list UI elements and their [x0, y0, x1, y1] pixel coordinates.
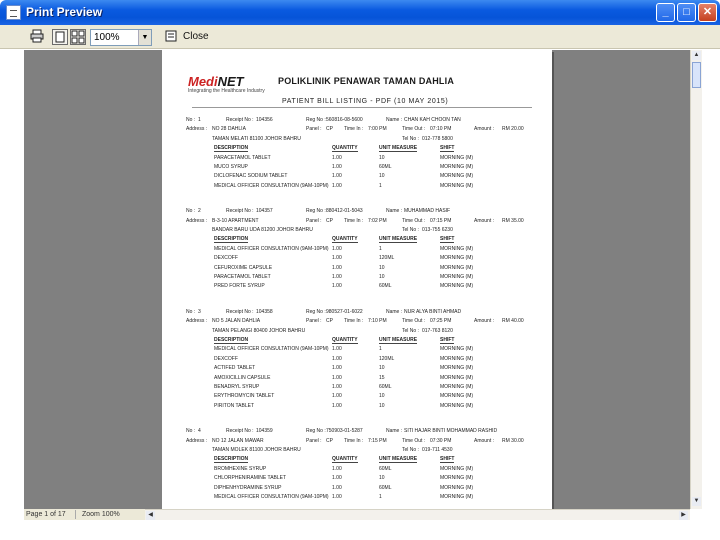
item-quantity: 1.00: [332, 402, 342, 409]
window-right-margin: [702, 49, 720, 540]
amount-label: Amount :: [474, 318, 495, 325]
report-page: [162, 50, 552, 509]
address-label: Address :: [186, 126, 208, 133]
title-bar[interactable]: [0, 0, 720, 25]
item-unit: 10: [379, 264, 385, 271]
item-description: MUCO SYRUP: [214, 164, 248, 170]
time-in-label: Time In :: [344, 437, 364, 444]
item-description: DIPHENHYDRAMINE SYRUP: [214, 484, 282, 491]
receipt-no: 104359: [256, 428, 273, 435]
name-label: Name :: [386, 308, 403, 315]
tel-label: Tel No :: [402, 226, 419, 233]
horizontal-scrollbar[interactable]: [145, 509, 690, 520]
window-bottom-margin: [0, 520, 720, 540]
item-quantity: 1.00: [332, 393, 342, 400]
item-unit: 1: [379, 346, 382, 353]
address-line2: BANDAR BARU UDA 81200 JOHOR BAHRU: [212, 226, 313, 233]
item-quantity: 1.00: [332, 475, 342, 482]
reg-label: Reg No :: [306, 428, 326, 435]
item-shift: MORNING (M): [440, 402, 474, 409]
receipt-no: 104358: [256, 308, 273, 315]
time-out: 07:25 PM: [430, 318, 452, 325]
item-quantity: 1.00: [332, 484, 342, 491]
item-unit: 10: [379, 475, 385, 482]
item-unit: 60ML: [379, 465, 392, 472]
amount: RM 40.00: [502, 318, 524, 325]
address-label: Address :: [186, 318, 208, 325]
item-quantity: 1.00: [332, 355, 342, 362]
item-description: AMOXICILLIN CAPSULE: [214, 374, 271, 381]
item-shift: MORNING (M): [440, 346, 474, 353]
item-shift: MORNING (M): [440, 374, 474, 381]
title-divider: [192, 107, 532, 108]
item-quantity: 1.00: [332, 493, 342, 500]
address-line2: TAMAN MOLEK 81100 JOHOR BAHRU: [212, 446, 301, 453]
close-window-button[interactable]: ✕: [698, 3, 717, 22]
record-no: 2: [198, 208, 201, 215]
item-unit: 10: [379, 154, 385, 161]
item-quantity: 1.00: [332, 164, 342, 170]
scroll-left-icon[interactable]: ◀: [146, 511, 155, 520]
column-shift: SHIFT: [440, 336, 455, 343]
window-left-margin: [0, 49, 24, 540]
address: NO 5 JALAN DAHLIA: [212, 318, 261, 325]
column-unit-measure: UNIT MEASURE: [379, 145, 418, 152]
column-quantity: QUANTITY: [332, 145, 358, 152]
time-out-label: Time Out :: [402, 217, 426, 224]
item-description: PARACETAMOL TABLET: [214, 273, 271, 280]
time-in: 7:10 PM: [368, 318, 387, 325]
item-shift: MORNING (M): [440, 484, 474, 491]
item-quantity: 1.00: [332, 182, 342, 189]
time-out: 07:30 PM: [430, 437, 452, 444]
preview-workspace[interactable]: [24, 50, 690, 509]
item-unit: 1: [379, 245, 382, 252]
time-in-label: Time In :: [344, 126, 364, 133]
name-label: Name :: [386, 117, 403, 123]
item-description: MEDICAL OFFICER CONSULTATION (9AM-10PM): [214, 493, 329, 500]
amount-label: Amount :: [474, 217, 495, 224]
tel-label: Tel No :: [402, 446, 419, 453]
single-page-icon[interactable]: [52, 29, 68, 45]
report-title: PATIENT BILL LISTING - PDF (10 MAY 2015): [282, 98, 449, 105]
address-line2: TAMAN MELATI 81100 JOHOR BAHRU: [212, 135, 301, 142]
item-description: MEDICAL OFFICER CONSULTATION (9AM-10PM): [214, 245, 329, 252]
amount-label: Amount :: [474, 437, 495, 444]
address-label: Address :: [186, 437, 208, 444]
minimize-button[interactable]: _: [656, 3, 675, 22]
item-description: DEXCOFF: [214, 355, 238, 362]
tel-no: 012-778 5800: [422, 135, 453, 142]
item-quantity: 1.00: [332, 346, 342, 353]
receipt-no: 104356: [256, 117, 273, 123]
address: B-3-10 APARTMENT: [212, 217, 259, 224]
item-description: BROMHEXINE SYRUP: [214, 465, 267, 472]
item-quantity: 1.00: [332, 283, 342, 290]
panel: CP: [326, 126, 333, 133]
item-unit: 10: [379, 365, 385, 372]
item-description: CEFUROXIME CAPSULE: [214, 264, 273, 271]
panel: CP: [326, 217, 333, 224]
item-quantity: 1.00: [332, 383, 342, 390]
item-quantity: 1.00: [332, 154, 342, 161]
item-description: MEDICAL OFFICER CONSULTATION (9AM-10PM): [214, 346, 329, 353]
item-shift: MORNING (M): [440, 173, 474, 180]
item-unit: 1: [379, 493, 382, 500]
status-bar: [24, 509, 145, 520]
receipt-label: Receipt No :: [226, 117, 254, 123]
item-quantity: 1.00: [332, 465, 342, 472]
item-unit: 120ML: [379, 355, 395, 362]
item-description: PRED FORTE SYRUP: [214, 283, 265, 290]
address: NO 12 JALAN MAWAR: [212, 437, 264, 444]
amount: RM 20.00: [502, 126, 524, 133]
receipt-label: Receipt No :: [226, 208, 254, 215]
multi-page-icon[interactable]: [70, 29, 86, 45]
record-no: 4: [198, 428, 201, 435]
item-quantity: 1.00: [332, 173, 342, 180]
patient-name: NUR ALYA BINTI AHMAD: [404, 308, 462, 315]
reg-no: 980527-01-6022: [326, 308, 363, 315]
item-shift: MORNING (M): [440, 255, 474, 262]
record-no: 3: [198, 308, 201, 315]
time-in-label: Time In :: [344, 318, 364, 325]
item-description: MEDICAL OFFICER CONSULTATION (9AM-10PM): [214, 182, 329, 189]
item-shift: MORNING (M): [440, 493, 474, 500]
panel-label: Panel :: [306, 126, 322, 133]
zoom-value: 100%: [94, 32, 120, 43]
item-unit: 10: [379, 273, 385, 280]
item-unit: 60ML: [379, 283, 392, 290]
column-quantity: QUANTITY: [332, 236, 358, 243]
item-unit: 60ML: [379, 484, 392, 491]
column-unit-measure: UNIT MEASURE: [379, 456, 418, 463]
item-shift: MORNING (M): [440, 393, 474, 400]
item-shift: MORNING (M): [440, 164, 474, 170]
clinic-name: POLIKLINIK PENAWAR TAMAN DAHLIA: [278, 76, 455, 86]
item-shift: MORNING (M): [440, 273, 474, 280]
receipt-label: Receipt No :: [226, 428, 254, 435]
reg-no: 750903-01-5287: [326, 428, 363, 435]
item-description: ERYTHROMYCIN TABLET: [214, 393, 275, 400]
panel-label: Panel :: [306, 217, 322, 224]
receipt-label: Receipt No :: [226, 308, 254, 315]
column-description: DESCRIPTION: [214, 236, 249, 243]
logo-tagline: Integrating the Healthcare Industry: [188, 88, 265, 94]
column-unit-measure: UNIT MEASURE: [379, 236, 418, 243]
item-shift: MORNING (M): [440, 154, 474, 161]
record-no-label: No :: [186, 308, 196, 315]
item-shift: MORNING (M): [440, 465, 474, 472]
column-shift: SHIFT: [440, 456, 455, 463]
item-shift: MORNING (M): [440, 245, 474, 252]
item-shift: MORNING (M): [440, 283, 474, 290]
time-out: 07:15 PM: [430, 217, 452, 224]
panel-label: Panel :: [306, 437, 322, 444]
item-quantity: 1.00: [332, 255, 342, 262]
item-quantity: 1.00: [332, 245, 342, 252]
tel-no: 013-755 6230: [422, 226, 453, 233]
item-quantity: 1.00: [332, 273, 342, 280]
scroll-down-icon[interactable]: ▼: [693, 498, 700, 504]
time-in: 7:02 PM: [368, 217, 387, 224]
item-unit: 10: [379, 393, 385, 400]
address-label: Address :: [186, 217, 208, 224]
record-no: 1: [198, 117, 201, 123]
item-shift: MORNING (M): [440, 355, 474, 362]
column-shift: SHIFT: [440, 236, 455, 243]
amount: RM 35.00: [502, 217, 524, 224]
record-no-label: No :: [186, 428, 196, 435]
item-unit: 15: [379, 374, 385, 381]
patient-name: MUHAMMAD HASIF: [404, 208, 451, 215]
reg-label: Reg No :: [306, 308, 326, 315]
printer-icon[interactable]: [29, 29, 45, 45]
column-quantity: QUANTITY: [332, 456, 358, 463]
tel-label: Tel No :: [402, 327, 419, 334]
receipt-no: 104357: [256, 208, 273, 215]
item-description: PARACETAMOL TABLET: [214, 154, 271, 161]
item-quantity: 1.00: [332, 374, 342, 381]
address-line2: TAMAN PELANGI 80400 JOHOR BAHRU: [212, 327, 306, 334]
vertical-scroll-thumb[interactable]: [692, 62, 701, 88]
chevron-down-icon[interactable]: ▼: [138, 30, 151, 45]
medinet-logo: MediNET: [188, 74, 244, 89]
item-description: CHLORPHENIRAMINE TABLET: [214, 475, 287, 482]
item-unit: 120ML: [379, 255, 395, 262]
reg-no: 560816-08-5600: [326, 117, 363, 123]
item-description: BENADRYL SYRUP: [214, 383, 260, 390]
name-label: Name :: [386, 208, 403, 215]
zoom-indicator: Zoom 100%: [82, 511, 120, 518]
page-indicator: Page 1 of 17: [26, 510, 76, 519]
address: NO 28 DAHLIA: [212, 126, 246, 133]
panel: CP: [326, 437, 333, 444]
item-shift: MORNING (M): [440, 264, 474, 271]
time-in: 7:15 PM: [368, 437, 387, 444]
tel-label: Tel No :: [402, 135, 419, 142]
panel-label: Panel :: [306, 318, 322, 325]
item-unit: 1: [379, 182, 382, 189]
time-in-label: Time In :: [344, 217, 364, 224]
item-description: PIRITON TABLET: [214, 402, 255, 409]
time-out-label: Time Out :: [402, 318, 426, 325]
item-quantity: 1.00: [332, 264, 342, 271]
scroll-up-icon[interactable]: ▲: [693, 52, 700, 58]
item-unit: 10: [379, 173, 385, 180]
zoom-dropdown[interactable]: [90, 29, 152, 46]
item-unit: 10: [379, 402, 385, 409]
maximize-button[interactable]: □: [677, 3, 696, 22]
preview-toolbar: [0, 25, 720, 49]
item-shift: MORNING (M): [440, 475, 474, 482]
item-description: DICLOFENAC SODIUM TABLET: [214, 173, 288, 180]
reg-label: Reg No :: [306, 117, 326, 123]
item-description: DEXCOFF: [214, 255, 238, 262]
record-no-label: No :: [186, 117, 196, 123]
bill-record: [186, 428, 536, 503]
time-out-label: Time Out :: [402, 126, 426, 133]
column-description: DESCRIPTION: [214, 336, 249, 343]
amount: RM 30.00: [502, 437, 524, 444]
column-shift: SHIFT: [440, 145, 455, 152]
item-shift: MORNING (M): [440, 365, 474, 372]
patient-name: SITI HAJAR BINTI MOHAMMAD RASHID: [404, 428, 498, 435]
time-out-label: Time Out :: [402, 437, 426, 444]
patient-name: CHAN KAH CHOON TAN: [404, 117, 461, 123]
reg-no: 880412-01-5043: [326, 208, 363, 215]
item-description: ACTIFED TABLET: [214, 365, 256, 372]
item-shift: MORNING (M): [440, 383, 474, 390]
scroll-right-icon[interactable]: ▶: [679, 511, 688, 520]
item-shift: MORNING (M): [440, 182, 474, 189]
bill-record: [186, 208, 536, 293]
bill-record: [186, 309, 536, 412]
column-description: DESCRIPTION: [214, 456, 249, 463]
column-description: DESCRIPTION: [214, 145, 249, 152]
panel: CP: [326, 318, 333, 325]
column-unit-measure: UNIT MEASURE: [379, 336, 418, 343]
close-preview-button[interactable]: Close: [183, 31, 209, 42]
print-preview-app-icon: [6, 5, 21, 20]
window-title: Print Preview: [26, 5, 103, 19]
time-out: 07:10 PM: [430, 126, 452, 133]
name-label: Name :: [386, 428, 403, 435]
item-unit: 60ML: [379, 164, 392, 170]
tel-no: 019-711 4530: [422, 446, 453, 453]
time-in: 7:00 PM: [368, 126, 387, 133]
column-quantity: QUANTITY: [332, 336, 358, 343]
amount-label: Amount :: [474, 126, 495, 133]
close-preview-icon[interactable]: [163, 29, 179, 45]
bill-record: [186, 117, 536, 192]
tel-no: 017-763 8120: [422, 327, 453, 334]
item-quantity: 1.00: [332, 365, 342, 372]
vertical-scrollbar[interactable]: [690, 50, 702, 509]
reg-label: Reg No :: [306, 208, 326, 215]
record-no-label: No :: [186, 208, 196, 215]
item-unit: 60ML: [379, 383, 392, 390]
